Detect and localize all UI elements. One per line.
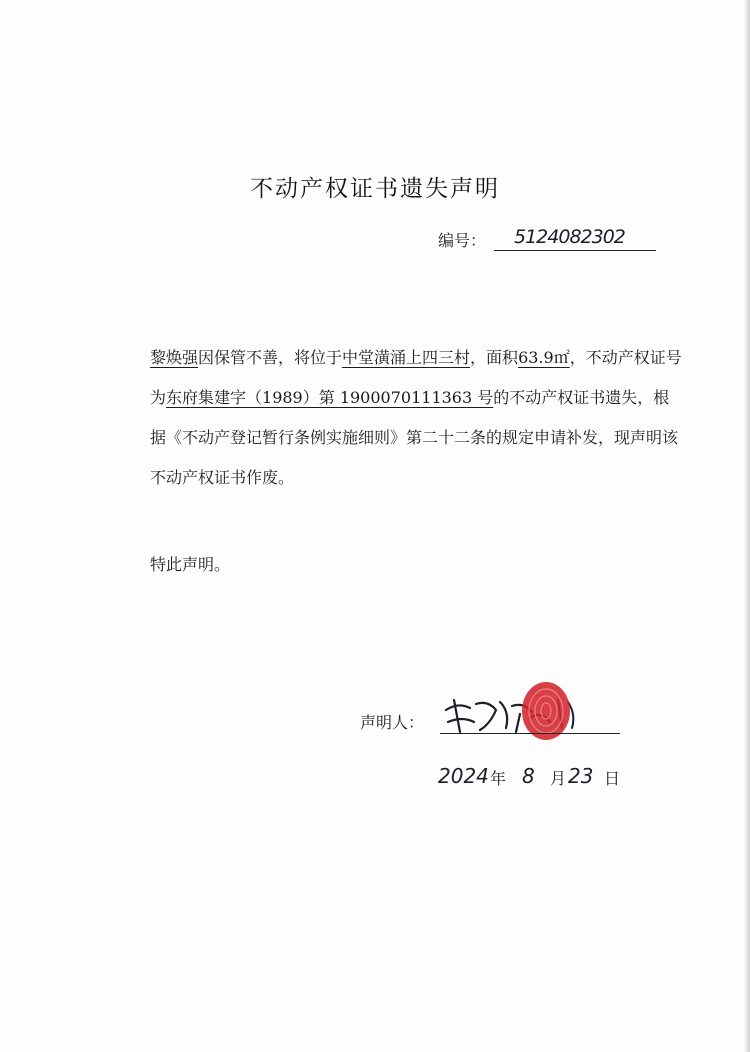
declarant-underline bbox=[440, 733, 620, 734]
number-label: 编号： bbox=[438, 231, 487, 250]
document-title: 不动产权证书遗失声明 bbox=[250, 176, 500, 202]
area-unit: ㎡ bbox=[553, 348, 570, 367]
paragraph-1-text-4: 的不动产权证书遗失，根据《不动产登记暂行条例实施细则》第二十二条的规定申请补发，现声明该不动产权证书作废。 bbox=[150, 388, 679, 487]
paragraph-1-text-2: ，面积 bbox=[470, 348, 519, 367]
date-day-label: 日 bbox=[604, 769, 621, 788]
date-month: 8 bbox=[522, 764, 535, 788]
date-year: 2024 bbox=[438, 764, 489, 788]
date-day: 23 bbox=[568, 764, 594, 788]
declaration-date bbox=[438, 762, 638, 796]
declaration-body bbox=[112, 338, 682, 498]
paragraph-1 bbox=[112, 338, 682, 498]
paragraph-1-text-3: ，不动产权证号为 bbox=[150, 348, 682, 407]
certificate-number: 东府集建字（1989）第 1900070111363 号 bbox=[166, 388, 494, 407]
property-area: 63.9 bbox=[518, 348, 554, 367]
property-location: 中堂潢涌上四三村 bbox=[342, 348, 471, 367]
date-month-label: 月 bbox=[550, 769, 567, 788]
paragraph-2: 特此声明。 bbox=[150, 555, 231, 574]
paragraph-1-text-1: 因保管不善，将位于 bbox=[198, 348, 343, 367]
number-value: 5124082302 bbox=[514, 226, 625, 248]
owner-name: 黎焕强 bbox=[150, 348, 199, 367]
page-edge-shadow bbox=[744, 0, 750, 1052]
date-year-label: 年 bbox=[490, 769, 507, 788]
number-underline bbox=[494, 250, 656, 251]
declarant-label: 声明人： bbox=[360, 713, 425, 732]
